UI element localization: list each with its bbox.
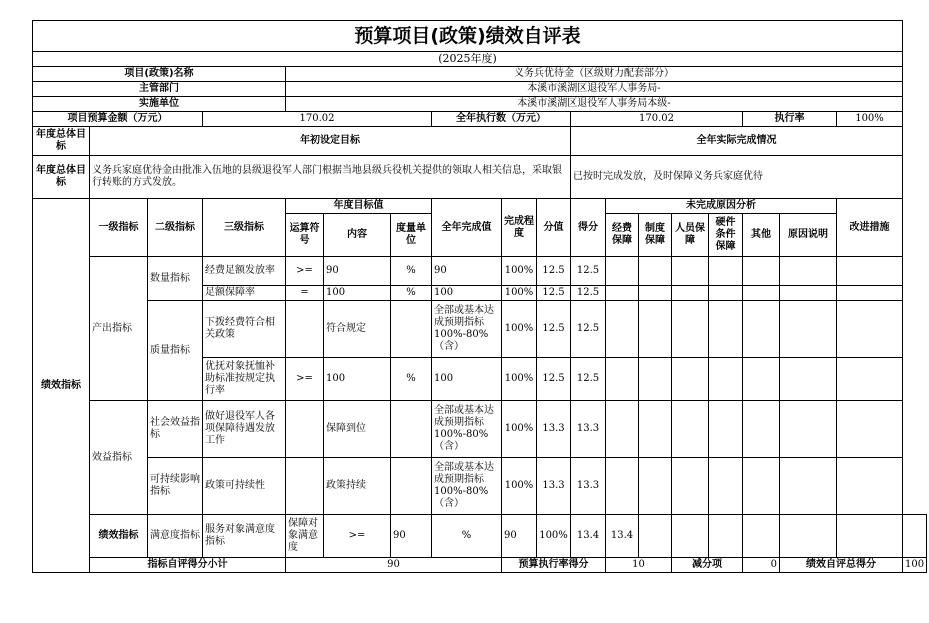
overall-goal-label-2: 年度总体目标 <box>33 156 90 199</box>
actual-completion-header: 全年实际完成情况 <box>571 127 903 156</box>
done-cell: 90 <box>432 257 502 286</box>
empty-cell <box>709 286 743 301</box>
year-subtitle: (2025年度) <box>33 52 903 67</box>
value-cell: 12.5 <box>537 257 571 286</box>
content-cell: 90 <box>324 257 391 286</box>
score-cell: 12.5 <box>571 257 606 286</box>
content-cell: 90 <box>391 515 432 558</box>
empty-cell <box>837 301 903 358</box>
execution-label: 全年执行数（万元） <box>432 112 571 127</box>
done-cell: 90 <box>502 515 537 558</box>
degree-cell: 100% <box>502 358 537 401</box>
operator-cell: >= <box>286 257 324 286</box>
degree-cell: 100% <box>502 286 537 301</box>
degree-cell: 100% <box>537 515 571 558</box>
unit-cell: % <box>432 515 502 558</box>
empty-cell <box>672 257 709 286</box>
content-cell: 政策持续 <box>324 458 391 515</box>
empty-cell <box>709 458 743 515</box>
level3-cell: 经费足额发放率 <box>203 257 286 286</box>
header-reason-system: 制度保障 <box>639 214 672 257</box>
empty-cell <box>709 358 743 401</box>
done-cell: 全部或基本达成预期指标100%-80%（含） <box>432 458 502 515</box>
empty-cell <box>743 286 780 301</box>
header-level3: 三级指标 <box>203 199 286 257</box>
subtotal-label: 指标自评得分小计 <box>90 558 286 573</box>
degree-cell: 100% <box>502 401 537 458</box>
subtotal-value: 90 <box>286 558 502 573</box>
empty-cell <box>743 358 780 401</box>
performance-indicators-label-2: 绩效指标 <box>90 515 148 558</box>
empty-cell <box>639 515 672 558</box>
execution-value: 170.02 <box>571 112 743 127</box>
done-cell: 100 <box>432 286 502 301</box>
value-cell: 13.4 <box>571 515 606 558</box>
empty-cell <box>709 257 743 286</box>
execution-rate-value: 100% <box>837 112 903 127</box>
empty-cell <box>639 301 672 358</box>
empty-cell <box>837 515 903 558</box>
empty-cell <box>606 257 639 286</box>
degree-cell: 100% <box>502 458 537 515</box>
total-score-value: 100 <box>903 558 927 573</box>
empty-cell <box>606 401 639 458</box>
score-cell: 12.5 <box>571 301 606 358</box>
level3-cell: 政策可持续性 <box>203 458 286 515</box>
project-name-value: 义务兵优待金（区级财力配套部分） <box>286 67 903 82</box>
header-level1: 一级指标 <box>90 199 148 257</box>
empty-cell <box>743 257 780 286</box>
header-reason-staff: 人员保障 <box>672 214 709 257</box>
empty-cell <box>606 458 639 515</box>
level3-cell: 保障对象满意度 <box>286 515 324 558</box>
initial-goal-text: 义务兵家庭优待金由批准入伍地的县级退役军人部门根据当地县级兵役机关提供的领取人相关信息，采取银行转账的方式发放。 <box>90 156 571 199</box>
empty-cell <box>743 401 780 458</box>
overall-goal-label: 年度总体目标 <box>33 127 90 156</box>
actual-completion-text: 已按时完成发放，及时保障义务兵家庭优待 <box>571 156 903 199</box>
header-score: 得分 <box>571 199 606 257</box>
empty-cell <box>837 401 903 458</box>
level2-cell: 质量指标 <box>148 301 203 401</box>
header-improvement: 改进措施 <box>837 199 903 257</box>
content-cell: 符合规定 <box>324 301 391 358</box>
header-operator: 运算符号 <box>286 214 324 257</box>
level2-cell: 可持续影响指标 <box>148 458 203 515</box>
empty-cell <box>780 286 837 301</box>
empty-cell <box>780 401 837 458</box>
operator-cell <box>286 458 324 515</box>
empty-cell <box>780 458 837 515</box>
empty-cell <box>743 458 780 515</box>
group-output: 产出指标 <box>90 257 148 401</box>
operator-cell <box>286 401 324 458</box>
empty-cell <box>709 301 743 358</box>
unit-cell: % <box>391 358 432 401</box>
header-reason-group: 未完成原因分析 <box>606 199 837 214</box>
done-cell: 全部或基本达成预期指标100%-80%（含） <box>432 301 502 358</box>
self-evaluation-table <box>32 20 927 573</box>
header-reason-hardware: 硬件条件保障 <box>709 214 743 257</box>
header-score-value: 分值 <box>537 199 571 257</box>
operator-cell: = <box>286 286 324 301</box>
header-reason-funding: 经费保障 <box>606 214 639 257</box>
content-cell: 保障到位 <box>324 401 391 458</box>
level3-cell: 足额保障率 <box>203 286 286 301</box>
unit-cell <box>391 458 432 515</box>
header-target-group: 年度目标值 <box>286 199 432 214</box>
score-cell: 13.4 <box>606 515 639 558</box>
empty-cell <box>672 358 709 401</box>
group-benefit: 效益指标 <box>90 401 148 515</box>
group-satisfaction: 满意度指标 <box>148 515 203 558</box>
deduction-label: 减分项 <box>672 558 743 573</box>
empty-cell <box>672 301 709 358</box>
empty-cell <box>780 257 837 286</box>
empty-cell <box>837 286 903 301</box>
dept-label: 主管部门 <box>33 82 286 97</box>
empty-cell <box>837 257 903 286</box>
level2-cell: 数量指标 <box>148 257 203 301</box>
value-cell: 13.3 <box>537 458 571 515</box>
empty-cell <box>639 257 672 286</box>
unit-cell <box>391 401 432 458</box>
operator-cell <box>286 301 324 358</box>
impl-unit-label: 实施单位 <box>33 97 286 112</box>
header-unit: 度量单位 <box>391 214 432 257</box>
total-score-label: 绩效自评总得分 <box>780 558 903 573</box>
operator-cell: >= <box>324 515 391 558</box>
score-cell: 13.3 <box>571 401 606 458</box>
header-reason-other: 其他 <box>743 214 780 257</box>
page-title: 预算项目(政策)绩效自评表 <box>33 21 903 52</box>
budget-value: 170.02 <box>203 112 432 127</box>
unit-cell: % <box>391 286 432 301</box>
level2-cell: 服务对象满意度指标 <box>203 515 286 558</box>
empty-cell <box>639 286 672 301</box>
empty-cell <box>639 358 672 401</box>
empty-cell <box>709 401 743 458</box>
empty-cell <box>672 286 709 301</box>
empty-cell <box>780 515 837 558</box>
empty-cell <box>606 358 639 401</box>
unit-cell: % <box>391 257 432 286</box>
level3-cell: 下拨经费符合相关政策 <box>203 301 286 358</box>
operator-cell: >= <box>286 358 324 401</box>
empty-cell <box>743 515 780 558</box>
level2-cell: 社会效益指标 <box>148 401 203 458</box>
content-cell: 100 <box>324 286 391 301</box>
empty-cell <box>743 301 780 358</box>
done-cell: 100 <box>432 358 502 401</box>
done-cell: 全部或基本达成预期指标100%-80%（含） <box>432 401 502 458</box>
level3-cell: 优抚对象抚恤补助标准按规定执行率 <box>203 358 286 401</box>
empty-cell <box>672 401 709 458</box>
value-cell: 13.3 <box>537 401 571 458</box>
header-reason-explanation: 原因说明 <box>780 214 837 257</box>
project-name-label: 项目(政策)名称 <box>33 67 286 82</box>
empty-cell <box>903 515 927 558</box>
unit-cell <box>391 301 432 358</box>
score-cell: 12.5 <box>571 358 606 401</box>
empty-cell <box>639 458 672 515</box>
empty-cell <box>837 458 903 515</box>
level3-cell: 做好退役军人各项保障待遇发放工作 <box>203 401 286 458</box>
empty-cell <box>672 458 709 515</box>
exec-rate-score-value: 10 <box>606 558 672 573</box>
empty-cell <box>709 515 743 558</box>
content-cell: 100 <box>324 358 391 401</box>
value-cell: 12.5 <box>537 286 571 301</box>
empty-cell <box>780 301 837 358</box>
deduction-value: 0 <box>743 558 780 573</box>
empty-cell <box>672 515 709 558</box>
header-level2: 二级指标 <box>148 199 203 257</box>
empty-cell <box>606 286 639 301</box>
value-cell: 12.5 <box>537 301 571 358</box>
execution-rate-label: 执行率 <box>743 112 837 127</box>
header-completed-value: 全年完成值 <box>432 199 502 257</box>
value-cell: 12.5 <box>537 358 571 401</box>
impl-unit-value: 本溪市溪湖区退役军人事务局本级- <box>286 97 903 112</box>
header-content: 内容 <box>324 214 391 257</box>
initial-goal-header: 年初设定目标 <box>90 127 571 156</box>
exec-rate-score-label: 预算执行率得分 <box>502 558 606 573</box>
degree-cell: 100% <box>502 301 537 358</box>
degree-cell: 100% <box>502 257 537 286</box>
header-completion-degree: 完成程度 <box>502 199 537 257</box>
empty-cell <box>837 358 903 401</box>
budget-label: 项目预算金额（万元） <box>33 112 203 127</box>
empty-cell <box>606 301 639 358</box>
score-cell: 13.3 <box>571 458 606 515</box>
empty-cell <box>780 358 837 401</box>
performance-indicators-label: 绩效指标 <box>33 199 90 573</box>
empty-cell <box>639 401 672 458</box>
score-cell: 12.5 <box>571 286 606 301</box>
dept-value: 本溪市溪湖区退役军人事务局- <box>286 82 903 97</box>
